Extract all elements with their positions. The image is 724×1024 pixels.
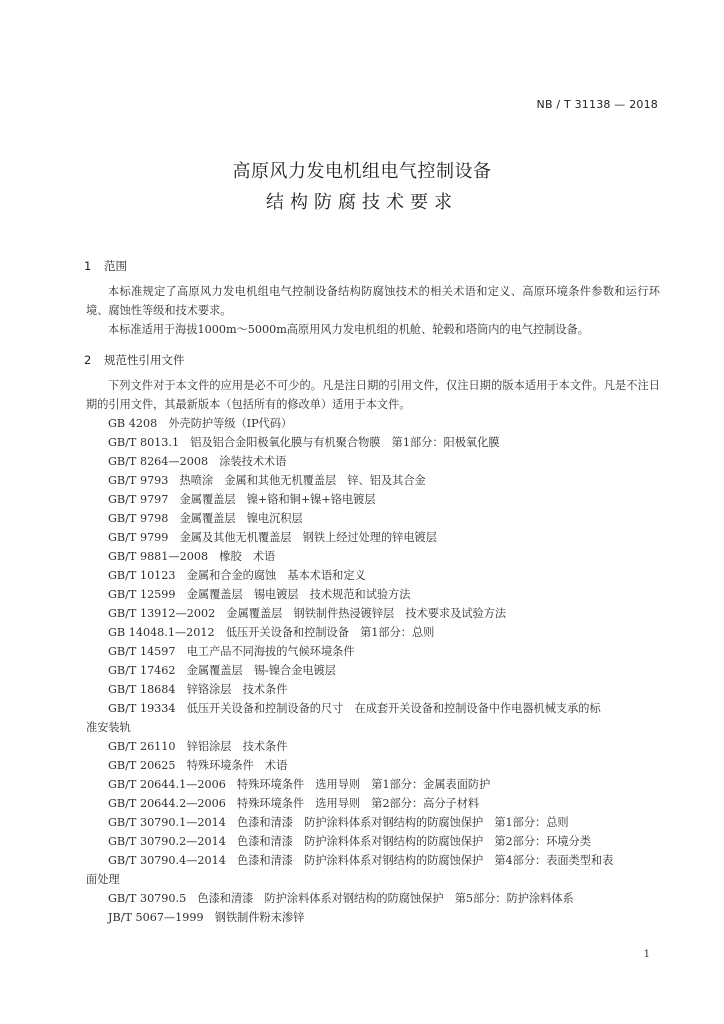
- reference-item: GB/T 20644.2—2006 特殊环境条件 选用导则 第2部分：高分子材料: [108, 797, 480, 810]
- reference-item: GB 4208 外壳防护等级（IP代码）: [108, 417, 293, 430]
- reference-item: GB/T 13912—2002 金属覆盖层 钢铁制件热浸镀锌层 技术要求及试验方法: [108, 607, 507, 620]
- section-1-number: 1: [84, 259, 92, 273]
- reference-item: GB/T 9799 金属及其他无机覆盖层 钢铁上经过处理的锌电镀层: [108, 531, 437, 544]
- reference-item: GB/T 20644.1—2006 特殊环境条件 选用导则 第1部分：金属表面防护: [108, 778, 491, 791]
- section-1-heading: [84, 258, 127, 274]
- reference-item: GB/T 17462 金属覆盖层 锡-镍合金电镀层: [108, 664, 336, 677]
- reference-item: GB/T 9881—2008 橡胶 术语: [108, 550, 276, 563]
- reference-item: GB/T 8264—2008 涂装技术术语: [108, 455, 287, 468]
- section-2-title: 规范性引用文件: [104, 353, 185, 367]
- reference-item: GB/T 18684 锌铬涂层 技术条件: [108, 683, 288, 696]
- section-1-paragraph-1: 本标准规定了高原风力发电机组电气控制设备结构防腐蚀技术的相关术语和定义、高原环境条件参数和运行环境、腐蚀性等级和技术要求。: [86, 285, 660, 317]
- section-2-heading: [84, 352, 185, 368]
- reference-item: GB/T 10123 金属和合金的腐蚀 基本术语和定义: [108, 569, 366, 582]
- reference-item: GB/T 8013.1 铝及铝合金阳极氧化膜与有机聚合物膜 第1部分：阳极氧化膜: [108, 436, 500, 449]
- reference-item: GB/T 14597 电工产品不同海拔的气候环境条件: [108, 645, 355, 658]
- document-title-line2: 结构防腐技术要求: [266, 192, 458, 213]
- reference-item: GB/T 19334 低压开关设备和控制设备的尺寸 在成套开关设备和控制设备中作电器机械支承的标 准安装轨: [86, 702, 601, 734]
- standard-code: NB / T 31138 — 2018: [536, 98, 658, 111]
- reference-item: GB/T 26110 锌铝涂层 技术条件: [108, 740, 288, 753]
- reference-item: GB/T 30790.4—2014 色漆和清漆 防护涂料体系对钢结构的防腐蚀保护 第4部分：表面类型和表 面处理: [86, 854, 614, 886]
- section-1-title: 范围: [104, 259, 127, 273]
- section-1-paragraph-2: 本标准适用于海拔1000m～5000m高原用风力发电机组的机舱、轮毂和塔筒内的电气控制设备。: [108, 323, 589, 336]
- document-title-line1: 高原风力发电机组电气控制设备: [232, 161, 492, 182]
- page-number: 1: [643, 949, 650, 960]
- reference-item: GB/T 9798 金属覆盖层 镍电沉积层: [108, 512, 303, 525]
- reference-item: GB/T 12599 金属覆盖层 锡电镀层 技术规范和试验方法: [108, 588, 411, 601]
- reference-list: [86, 414, 660, 927]
- reference-item: GB/T 30790.1—2014 色漆和清漆 防护涂料体系对钢结构的防腐蚀保护 第1部分：总则: [108, 816, 569, 829]
- section-2-number: 2: [84, 353, 92, 367]
- reference-item: GB/T 30790.2—2014 色漆和清漆 防护涂料体系对钢结构的防腐蚀保护 第2部分：环境分类: [108, 835, 591, 848]
- reference-item: GB/T 9797 金属覆盖层 镍+铬和铜+镍+铬电镀层: [108, 493, 376, 506]
- section-2-intro: 下列文件对于本文件的应用是必不可少的。凡是注日期的引用文件，仅注日期的版本适用于本文件。凡是不注日期的引用文件，其最新版本（包括所有的修改单）适用于本文件。: [86, 379, 660, 411]
- reference-item: GB/T 30790.5 色漆和清漆 防护涂料体系对钢结构的防腐蚀保护 第5部分：防护涂料体系: [108, 892, 574, 905]
- reference-item: JB/T 5067—1999 钢铁制件粉末渗锌: [108, 911, 305, 924]
- reference-item: GB/T 9793 热喷涂 金属和其他无机覆盖层 锌、铝及其合金: [108, 474, 426, 487]
- reference-item: GB/T 20625 特殊环境条件 术语: [108, 759, 288, 772]
- reference-item: GB 14048.1—2012 低压开关设备和控制设备 第1部分：总则: [108, 626, 435, 639]
